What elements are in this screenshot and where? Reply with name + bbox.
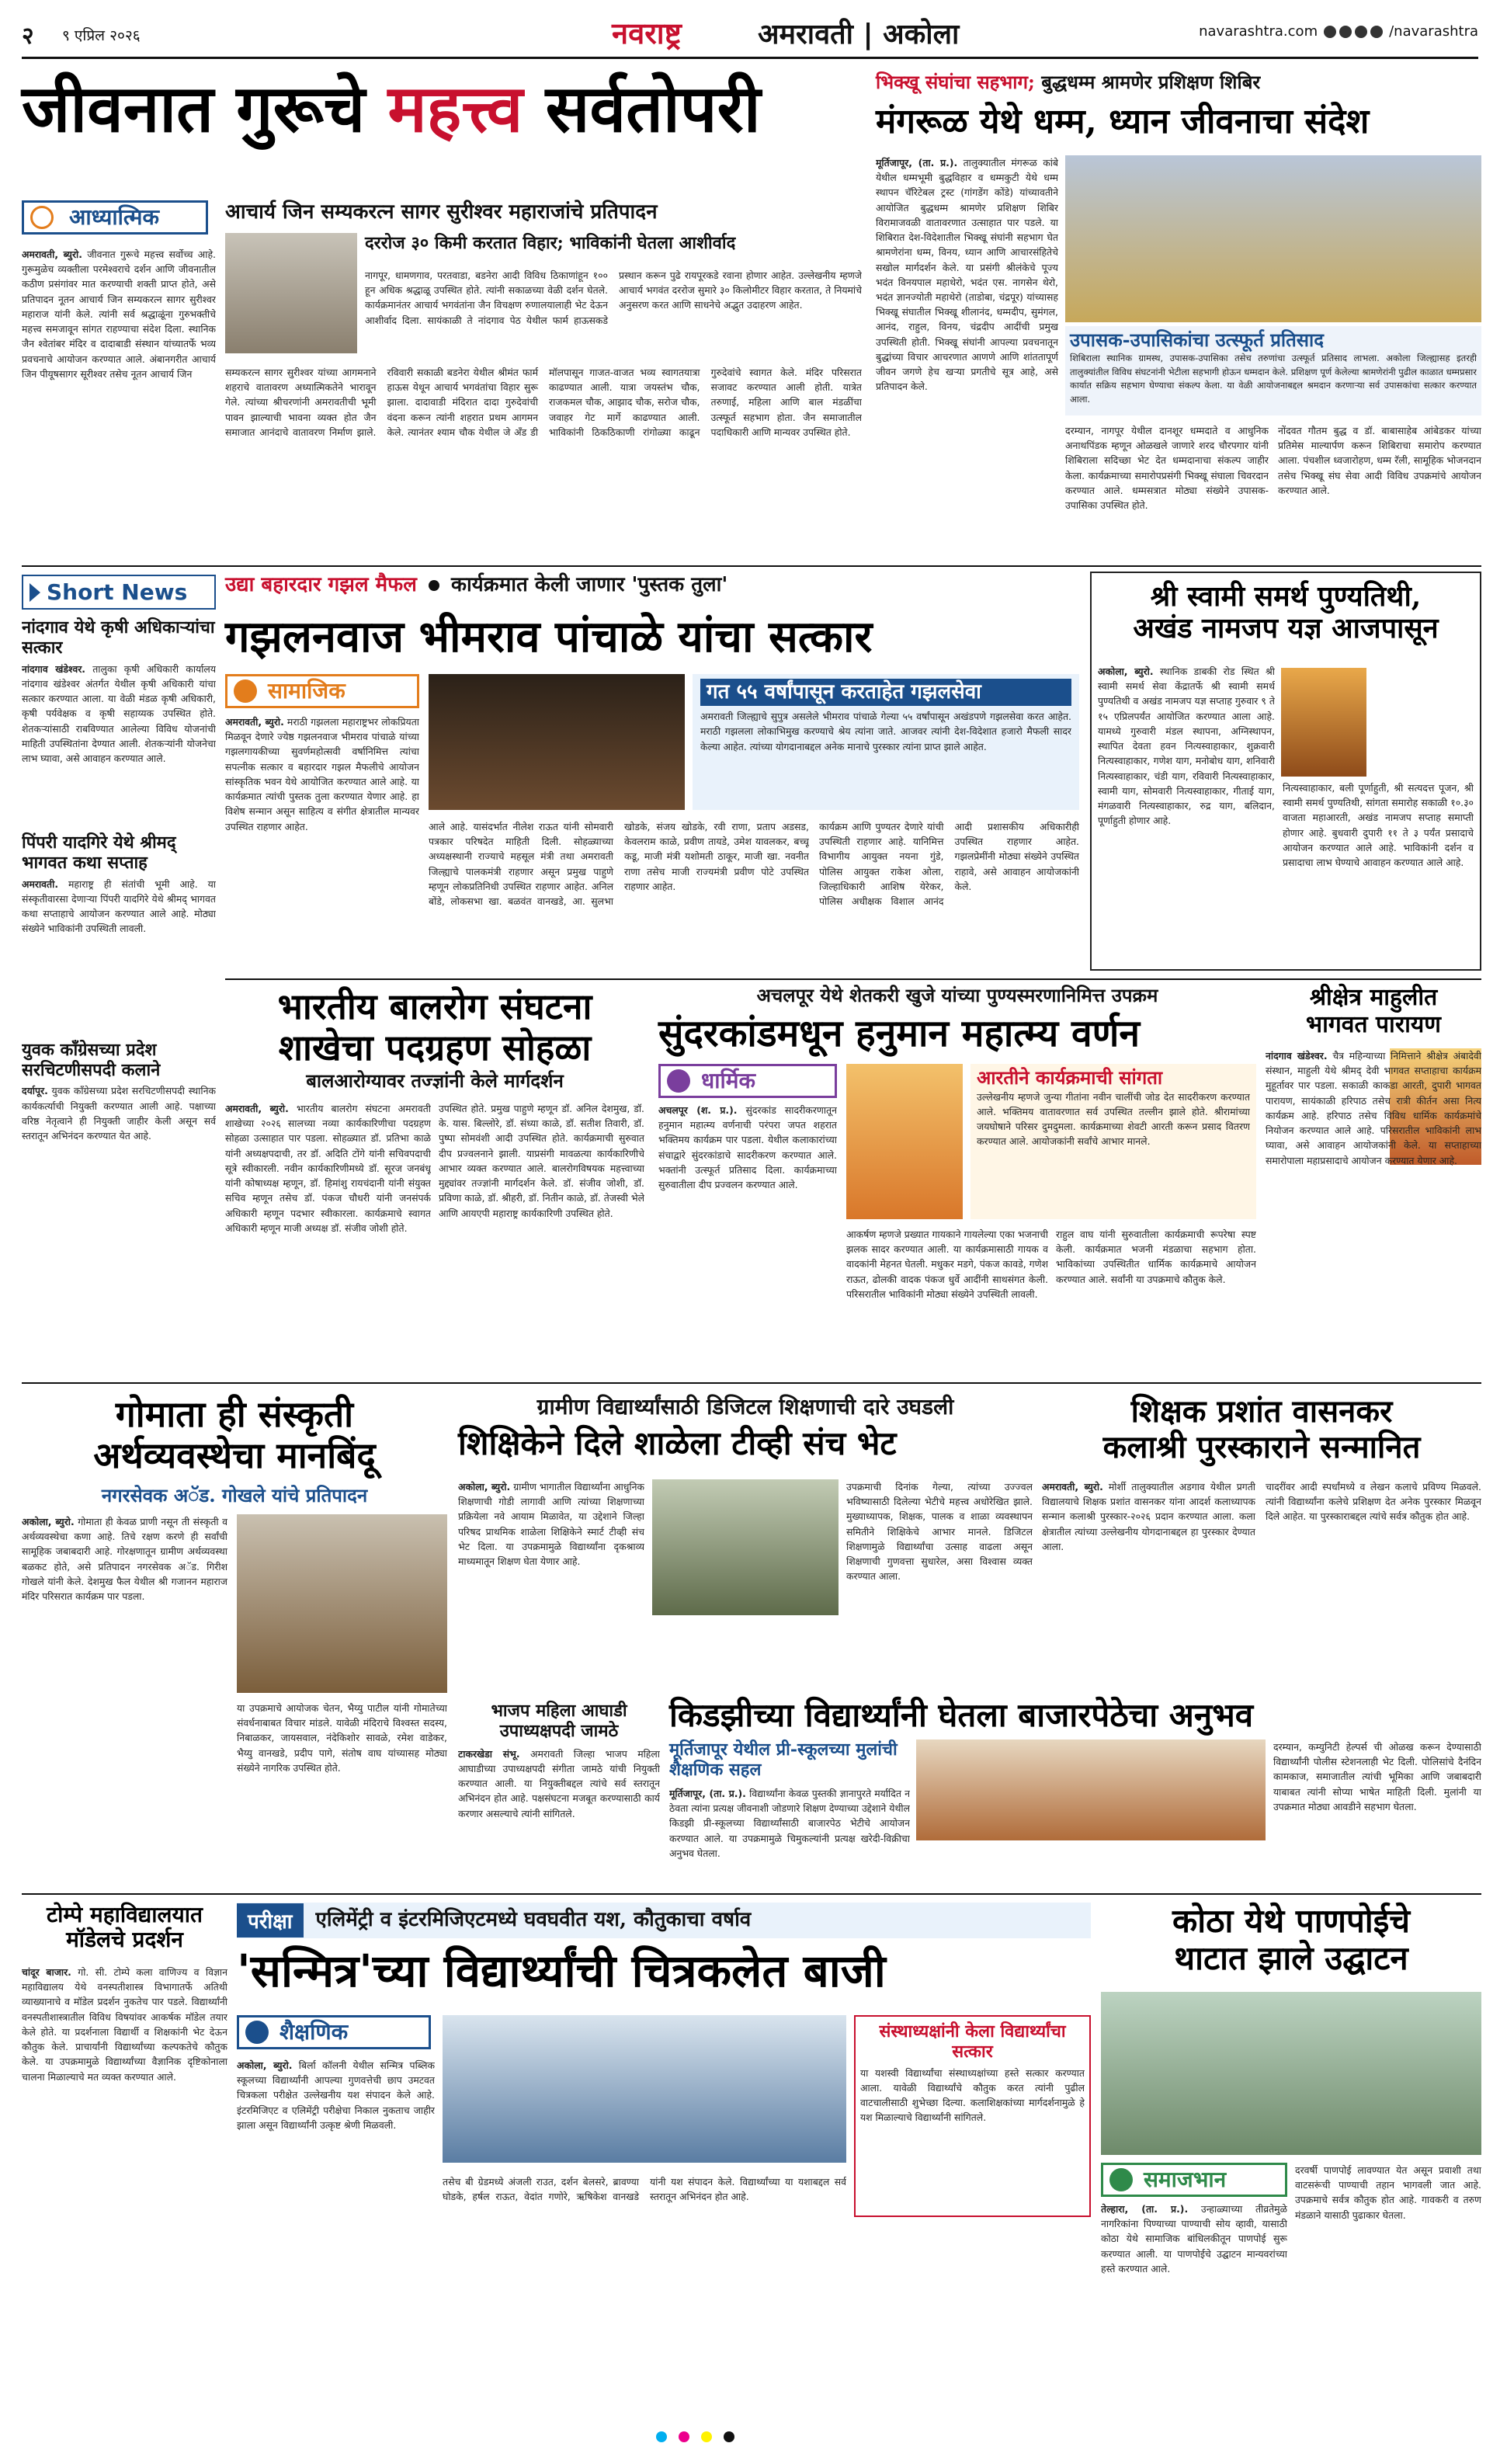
praying-hands-icon bbox=[667, 1069, 690, 1093]
a9-headline1: ग्रामीण विद्यार्थ्यांसाठी डिजिटल शिक्षणाची दारे उघडली bbox=[536, 1394, 954, 1420]
a5-headline-line1: भारतीय बालरोग संघटना bbox=[277, 985, 592, 1027]
a10-body1: मोर्शी तालुक्यातील अडगाव येथील प्रगती विद्यालयाचे शिक्षक प्रशांत वासनकर यांना आदर्श कलाध्यापक सन्मान कलाश्री पुरस्कार-२०२६ प्रदान करण्यात आला. कला क्षेत्रातील त्यांच्या उल्लेखनीय योगदानाबद्दल हा पुरस्कार देण्यात आला. bbox=[1042, 1481, 1255, 1552]
sn-item1-title: नांदगाव येथे कृषी अधिकाऱ्यांचा सत्कार bbox=[22, 617, 215, 659]
bullet-icon bbox=[429, 580, 439, 591]
social-icon bbox=[234, 679, 257, 703]
a3-box-body: अमरावती जिल्ह्याचे सुपुत्र असलेले भीमराव पांचाळे गेल्या ५५ वर्षांपासून अखंडपणे गझलसेवा करत आहेत. मराठी गझलला लोकाभिमुख करण्याचे श्रेय त्यांना जाते. आजवर त्यांनी देश-विदेशात हजारो मैफली सादर केल्या आहेत. त्यांच्या योगदानाबद्दल अनेक मानाचे पुरस्कार त्यांना प्राप्त झाले आहेत. bbox=[700, 711, 1071, 752]
a10-col2: चादरींवर आदी स्पर्धांमध्ये व लेखन कलाचे प्रविण्य मिळवले. त्यांनी विद्यार्थ्यांना कलेचे प्रशिक्षण देत अनेक पुरस्कार मिळवून दिले आहेत. या पुरस्काराबद्दल त्यांचे सर्वत्र कौतुक होत आहे. bbox=[1266, 1481, 1481, 1523]
a2-caption bbox=[1065, 326, 1481, 415]
color-register-marks bbox=[652, 2431, 738, 2445]
a1-tag bbox=[22, 200, 208, 235]
sn-item2-body bbox=[22, 877, 216, 1032]
masthead bbox=[22, 8, 1478, 59]
sn-item1-dateline: नांदगाव खंडेश्वर. bbox=[22, 662, 85, 675]
a6-kicker: अचलपूर येथे शेतकरी खुजे यांच्या पुण्यस्मरणानिमित्त उपक्रम bbox=[756, 984, 1158, 1006]
a9-headline2: शिक्षिकेने दिले शाळेला टीव्ही संच भेट bbox=[458, 1424, 897, 1462]
a9-col2: उपक्रमाची दिनांक गेल्या, त्यांच्या उज्ज्वल भविष्यासाठी दिलेल्या भेटीचे महत्त्व अधोरेखित झाले. मुख्याध्यापक, शिक्षक, पालक व शाळा व्यवस्थापन समितीने शिक्षिकेचे आभार मानले. डिजिटल शिक्षणामुळे विद्यार्थ्यांचा उत्साह वाढला असून शिक्षणाची गुणवत्ता सुधारेल, असा विश्वास व्यक्त करण्यात आला. bbox=[846, 1481, 1033, 1583]
a6-body1: सुंदरकांड सादरीकरणातून हनुमान महात्म्य वर्णनाची परंपरा जपत शहरात भक्तिमय कार्यक्रम पार पडला. येथील कलाकारांच्या संचाद्वारे सुंदरकांडाचे सादरीकरण करण्यात आले. भक्तांनी उत्स्फूर्त प्रतिसाद दिला. कार्यक्रमाच्या सुरुवातीला दीप प्रज्वलन करण्यात आले. bbox=[658, 1104, 837, 1191]
a14-col2: दरवर्षी पाणपोई लावण्यात येत असून प्रवाशी तथा वाटसरूंची पाण्याची तहान भागवली जात आहे. उपक्रमाचे सर्वत्र कौतुक होत आहे. गावकरी व तरुण मंडळाने यासाठी पुढाकार घेतला. bbox=[1295, 2164, 1481, 2221]
a11-photo bbox=[916, 1739, 1266, 1840]
a13-dateline: अकोला, ब्युरो. bbox=[237, 2059, 293, 2071]
a4-headline-line2: अखंड नामजप यज्ञ आजपासून bbox=[1133, 612, 1439, 645]
register-dot-black bbox=[724, 2431, 734, 2442]
sn-item3-dateline: दर्यापूर. bbox=[22, 1085, 48, 1097]
a2-caption-body: शिबिराला स्थानिक ग्रामस्थ, उपासक-उपासिका तसेच तरुणांचा उत्स्फूर्त प्रतिसाद लाभला. अकोला जिल्ह्यासह इतरही तालुक्यांतील विविध संघटनांनी भेटीला सहभागी होऊन धम्मदान केले. प्रशिक्षण पूर्ण केलेल्या श्रामणेरांनी पुढील काळात धम्मप्रसार कार्यात सक्रिय सहभाग घेण्याचा संकल्प केला. या वेळी आयोजनाबद्दल श्रमदान करणाऱ्या सर्व उपासकांचा सत्कार करण्यात आला. bbox=[1070, 352, 1477, 405]
a13-box-body: या यशस्वी विद्यार्थ्यांचा संस्थाध्यक्षांच्या हस्ते सत्कार करण्यात आला. यावेळी विद्यार्थ्यांचे कौतुक करत त्यांनी पुढील वाटचालीसाठी शुभेच्छा दिल्या. कलाशिक्षकांच्या मार्गदर्शनामुळे हे यश मिळाल्याचे विद्यार्थ्यांनी सांगितले. bbox=[860, 2066, 1085, 2124]
a7-headline bbox=[1266, 985, 1481, 1038]
a12-body bbox=[22, 1965, 227, 2403]
a6-col3: राहुल वाघ यांनी सुरुवातीला कार्यक्रमाची रूपरेषा स्पष्ट केली. कार्यक्रमात भजनी मंडळाचा सहभाग होता. भाविकांच्या उपस्थितीत धार्मिक कार्यक्रमाचे आयोजन करण्यात आले. सर्वांनी या उपक्रमाचे कौतुक केले. bbox=[1056, 1229, 1256, 1285]
a2-col2: दरम्यान, नागपूर येथील दानशूर धम्मदाते व आधुनिक अनाथपिंडक म्हणून ओळखले जाणारे शरद चौरपगार यांनी शिबिराला सदिच्छा भेट देत धम्मदानाचा संकल्प जाहीर केला. कार्यक्रमाच्या समारोपप्रसंगी भिक्खू संघाला चिवरदान करण्यात आले. धम्मसत्रात मोठ्या संख्येने उपासक-उपासिका उपस्थित होते. bbox=[1065, 425, 1269, 512]
a5-subhead: बालआरोग्यावर तज्ज्ञांनी केले मार्गदर्शन bbox=[306, 1069, 564, 1092]
a5-col1 bbox=[225, 1101, 431, 1373]
a13-tag bbox=[237, 2015, 431, 2049]
a10-headline-line2: कलाश्री पुरस्काराने सन्मानित bbox=[1102, 1429, 1421, 1465]
a14-col1 bbox=[1101, 2202, 1287, 2403]
sn-item3-text: युवक काँग्रेसच्या प्रदेश सरचिटणीसपदी स्थानिक कार्यकर्त्याची नियुक्ती करण्यात आली आहे. पक्षाच्या वरिष्ठ नेतृत्वाने ही नियुक्ती जाहीर केली असून सर्व स्तरातून अभिनंदन करण्यात येत आहे. bbox=[22, 1085, 216, 1142]
a6-photo bbox=[846, 1064, 963, 1219]
a3-dateline: अमरावती, ब्युरो. bbox=[225, 716, 284, 728]
a3-kicker bbox=[225, 573, 1079, 597]
short-news-header bbox=[22, 575, 216, 610]
divider bbox=[22, 1893, 1481, 1895]
register-dot-yellow bbox=[701, 2431, 712, 2442]
a14-headline bbox=[1101, 1903, 1481, 1978]
a11-body1: विद्यार्थ्यांना केवळ पुस्तकी ज्ञानापुरते मर्यादित न ठेवता त्यांना प्रत्यक्ष जीवनाशी जोडणारे शिक्षण देण्याच्या उद्देशाने येथील किडझी प्री-स्कूलच्या विद्यार्थ्यांसाठी बाजारपेठ भेटीचे आयोजन करण्यात आले. या उपक्रमामुळे चिमुकल्यांनी प्रत्यक्ष खरेदी-विक्रीचा अनुभव घेतला. bbox=[669, 1788, 910, 1859]
a9-photo bbox=[652, 1479, 839, 1615]
a4-col2: नित्यस्वाहाकार, बली पूर्णाहुती, श्री सत्यदत्त पूजन, श्री स्वामी समर्थ पुण्यतिथी, सांगता समारोह सकाळी १०.३० वाजता महाआरती, अखंड नामजप सप्ताह समाप्ती होणार आहे. बुधवारी दुपारी ११ ते ३ पर्यंत प्रसादाचे आयोजन करण्यात आले आहे. भाविकांनी दर्शन व प्रसादाचा लाभ घेण्याचे आवाहन करण्यात आले आहे. bbox=[1283, 782, 1474, 869]
instagram-icon[interactable] bbox=[1355, 26, 1367, 38]
a5-body1: भारतीय बालरोग संघटना अमरावती शाखेच्या २०२६ सालच्या नव्या कार्यकारिणीचा पदग्रहण सोहळा उत्साहात पार पडला. सोहळ्यात डॉ. प्रतिभा काळे यांनी अध्यक्षपदाची, तर डॉ. अदिति टोंगे यांनी सचिवपदाची सूत्रे स्वीकारली. नवीन कार्यकारिणीमध्ये डॉ. सूरज जनबंधू यांनी कोषाध्यक्ष म्हणून, डॉ. हिमांशु रायचंदानी यांनी संयुक्त सचिव म्हणून तसेच डॉ. पंकज चौधरी यांनी जनसंपर्क अधिकारी म्हणून पदभार स्वीकारला. कार्यक्रमाचे स्वागत अधिकारी म्हणून माजी अध्यक्ष डॉ. संजीव जोशी होते. bbox=[225, 1103, 431, 1234]
a8-headline-line2: अर्थव्यवस्थेचा मानबिंदू bbox=[93, 1434, 376, 1476]
short-news bbox=[22, 575, 216, 1266]
sn-item1-text: तालुका कृषी अधिकारी कार्यालय नांदगाव खंडेश्वर अंतर्गत येथील कृषी अधिकारी यांचा सत्कार करण्यात आला. या वेळी मंडळ कृषी अधिकारी, कृषी पर्यवेक्षक व कृषी सहाय्यक उपस्थित होते. शेतकऱ्यांसाठी राबविण्यात आलेल्या विविध योजनांची माहिती उपस्थितांना देण्यात आली. शेतकऱ्यांनी योजनेचा लाभ घ्यावा, असे आवाहन करण्यात आले. bbox=[22, 662, 216, 765]
a13-box-title: संस्थाध्यक्षांनी केला विद्यार्थ्यांचा सत्कार bbox=[879, 2021, 1066, 2063]
a2-col1 bbox=[876, 155, 1058, 404]
a12-headline-line1: टोम्पे महाविद्यालयात bbox=[47, 1902, 203, 1927]
a12-headline bbox=[22, 1903, 227, 1952]
edition-name: अमरावती | अकोला bbox=[758, 19, 960, 50]
social-handle[interactable]: /navarashtra bbox=[1389, 23, 1478, 40]
a8-headline-line1: गोमाता ही संस्कृती bbox=[115, 1393, 354, 1435]
a3-tag bbox=[225, 674, 419, 708]
youtube-icon[interactable] bbox=[1370, 26, 1383, 38]
a1-col2: नागपूर, धामणगाव, परतवाडा, बडनेरा आदी विविध ठिकाणांहून १०० हून अधिक श्रद्धाळू उपस्थित होते. त्यांनी सकाळच्या वेळी दर्शन घेतले. कार्यक्रमानंतर आचार्य भगवंतांना जैन विचक्षण रुणालयालाही भेट देऊन आशीर्वाद दिला. सायंकाळी ते नांदगाव पेठ येथील फार्म हाऊसकडे प्रस्थान करून पुढे रायपूरकडे रवाना होणार आहेत. उल्लेखनीय म्हणजे आचार्य भगवंत दररोज सुमारे ३० किलोमीटर विहार करतात, ते नियमांचे अनुसरण करत आणि साधनेचे अद्भुत उदाहरण आहेत. bbox=[365, 269, 862, 326]
a8-photo bbox=[237, 1514, 447, 1693]
a14-headline-line2: थाटात झाले उद्घाटन bbox=[1174, 1939, 1408, 1978]
a3-kicker-red: उद्या बहारदार गझल मैफल bbox=[225, 573, 417, 596]
a1-tag-label: आध्यात्मिक bbox=[69, 204, 160, 230]
a8-col1 bbox=[22, 1514, 227, 1887]
a6-tag-label: धार्मिक bbox=[701, 1068, 755, 1093]
a10-headline bbox=[1042, 1394, 1481, 1465]
a5-headline-line2: शाखेचा पदग्रहण सोहळा bbox=[278, 1026, 592, 1069]
a4-body1: स्थानिक डाबकी रोड स्थित श्री स्वामी समर्थ सेवा केंद्रातर्फे श्री स्वामी समर्थ पुण्यतिथी व अखंड नामजप यज्ञ सप्ताह गुरुवार ९ ते १५ एप्रिलपर्यंत आयोजित करण्यात आला आहे. यामध्ये गुरुवारी मंडल स्थापना, अग्निस्थापन, स्थापित देवता हवन नित्यस्वाहाकार, शुक्रवारी नित्यस्वाहाकार, गणेश याग, मनोबोध याग, शनिवारी नित्यस्वाहाकार, चंडी याग, रविवारी नित्यस्वाहाकार, स्वामी याग, सोमवारी नित्यस्वाहाकार, गीताई याग, मंगळवारी नित्यस्वाहाकार, रुद्र याग, बलिदान, पूर्णाहुती होणार आहे. bbox=[1098, 666, 1275, 827]
a8-body1: गोमाता ही केवळ प्राणी नसून ती संस्कृती व अर्थव्यवस्थेचा कणा आहे. तिचे रक्षण करणे ही सर्वांची सामूहिक जबाबदारी आहे. गोरक्षणातून ग्रामीण अर्थव्यवस्था बळकट होते, असे प्रतिपादन नगरसेवक अॅड. गिरीश गोखले यांनी केले. देशमुख फैल येथील श्री गजानन महाराज मंदिर परिसरात कार्यक्रम पार पडला. bbox=[22, 1516, 227, 1603]
a7-body-text: चैत्र महिन्याच्या निमित्ताने श्रीक्षेत्र अंबादेवी संस्थान, माहुली येथे श्रीमद् देवी भागवत सप्ताहाचा कार्यक्रम मुहूर्तावर पार पडला. सकाळी काकडा आरती, दुपारी भागवत पारायण, सायंकाळी हरिपाठ तसेच रात्री कीर्तन असा नित्य कार्यक्रम आहे. हरिपाठ तसेच विविध धार्मिक कार्यक्रमांचे नियोजन करण्यात आले आहे. परिसरातील भाविकांनी लाभ घ्यावा, असे आवाहन आयोजकांनी केले. या सप्ताहाच्या समारोपाला महाप्रसादाचे आयोजन करण्यात येणार आहे. bbox=[1266, 1050, 1481, 1166]
a1-headline-part1: जीवनात गुरूचे bbox=[22, 70, 366, 147]
a8-subhead: नगरसेवक अॅड. गोखले यांचे प्रतिपादन bbox=[101, 1484, 368, 1507]
page-date: ९ एप्रिल २०२६ bbox=[62, 27, 141, 44]
register-dot-cyan bbox=[656, 2431, 667, 2442]
a9-bjp-dateline: टाकरखेडा संभू. bbox=[458, 1747, 520, 1760]
a3-col1 bbox=[225, 714, 419, 971]
a3-photo bbox=[429, 674, 685, 810]
a3-headline: गझलनवाज भीमराव पांचाळे यांचा सत्कार bbox=[225, 611, 873, 662]
a10-dateline: अमरावती, ब्युरो. bbox=[1042, 1481, 1103, 1493]
a13-box bbox=[854, 2015, 1091, 2217]
a8-col2: या उपक्रमाचे आयोजक चेतन, भैय्यु पाटील यांनी गोमातेच्या संवर्धनाबाबत विचार मांडले. यावेळी मंदिराचे विश्वस्त सदस्य, निबाळकर, जायसवाल, नंदेकिशोर सावळे, रमेश वाडेकर, भैय्यु वानखडे, प्रदीप पागे, संतोष वाघ यांच्यासह मोठ्या संख्येने नागरिक उपस्थित होते. bbox=[237, 1702, 447, 1774]
a13-body1: बिर्ला कॉलनी येथील सन्मित्र पब्लिक स्कूलच्या विद्यार्थ्यांनी आपल्या गुणवत्तेची छाप उमटवत चित्रकला परीक्षेत उल्लेखनीय यश संपादन केले आहे. इंटरमिजिएट व एलिमेंट्री परीक्षेचा निकाल नुकताच जाहीर झाला असून विद्यार्थ्यांनी उत्कृष्ट श्रेणी मिळवली. bbox=[237, 2059, 435, 2131]
a12-headline-line2: मॉडेलचे प्रदर्शन bbox=[66, 1927, 183, 1953]
a13-photo bbox=[443, 2015, 846, 2163]
a14-tag-label: समाजभान bbox=[1144, 2167, 1227, 2192]
a12-dateline: चांदूर बाजार. bbox=[22, 1966, 71, 1978]
a4-headline-line1: श्री स्वामी समर्थ पुण्यतिथी, bbox=[1150, 580, 1422, 613]
a1-photo bbox=[225, 233, 357, 353]
a11-col2: दरम्यान, कम्युनिटी हेल्पर्स ची ओळख करून देण्यासाठी विद्यार्थ्यांनी पोलीस स्टेशनलाही भेट दिली. पोलिसांचे दैनंदिन कामकाज, समाजातील त्यांची भूमिका आणि जबाबदारी याबाबत त्यांनी सोप्या भाषेत माहिती दिली. मुलांनी या उपक्रमात मोठ्या आवडीने सहभाग घेतला. bbox=[1273, 1741, 1481, 1812]
sn-item3-body bbox=[22, 1083, 216, 1239]
a5-dateline: अमरावती, ब्युरो. bbox=[225, 1103, 289, 1114]
a10-col1 bbox=[1042, 1479, 1255, 1693]
a2-headline: मंगरूळ येथे धम्म, ध्यान जीवनाचा संदेश bbox=[876, 102, 1370, 141]
a13-kicker bbox=[237, 1903, 1091, 1938]
a2-kicker bbox=[876, 71, 1481, 94]
a10-headline-line1: शिक्षक प्रशांत वासनकर bbox=[1130, 1393, 1393, 1430]
a13-col2: तसेच बी ग्रेडमध्ये अंजली राउत, दर्शन बेलसरे, ब्रावण्या घोडके, हर्षल राऊत, वेदांत गणोरे, ऋषिकेश वानखडे यांनी यश संपादन केले. विद्यार्थ्यांच्या या यशाबद्दल सर्व स्तरातून अभिनंदन होत आहे. bbox=[443, 2176, 846, 2203]
a8-dateline: अकोला, ब्युरो. bbox=[22, 1516, 75, 1527]
a4-col1 bbox=[1098, 664, 1275, 963]
a13-tag-label: शैक्षणिक bbox=[280, 2019, 349, 2045]
a13-kicker-text: एलिमेंट्री व इंटरमिजिएटमध्ये घवघवीत यश, कौतुकाचा वर्षाव bbox=[315, 1908, 752, 1932]
education-icon bbox=[245, 2021, 269, 2044]
a7-headline-line2: भागवत पारायण bbox=[1306, 1010, 1441, 1038]
x-icon[interactable] bbox=[1339, 26, 1352, 38]
a1-col3: सम्यकरत्न सागर सुरीश्वर यांच्या आगमनाने शहराचे वातावरण अध्यात्मिकतेने भारावून गेले. त्यांच्या श्रीचरणांनी अमरावतीची भूमी पावन झाल्याची भावना व्यक्त होत जैन समाजात आनंदाचे वातावरण निर्माण झाले. रविवारी सकाळी बडनेरा येथील श्रीमंत फार्म हाऊस येथून आचार्य भगवंतांचा विहार सुरू झाला. दादावाडी मंदिरात दादा गुरुदेवांची वंदना करून त्यांनी शहरात प्रथम आगमन केले. त्यानंतर श्याम चौक येथील जे अँड डी मॉलपासून गाजत-वाजत भव्य स्वागतयात्रा काढण्यात आली. यात्रा जयस्तंभ चौक, राजकमल चौक, आझाद चौक, सरोज चौक, जवाहर गेट मार्गे काढण्यात आली. भाविकांनी ठिकठिकाणी रांगोळ्या काढून गुरुदेवांचे स्वागत केले. मंदिर परिसरात सजावट करण्यात आली होती. यात्रेत तरुणाई, महिला आणि बाल मंडळींचा उत्स्फूर्त सहभाग होता. जैन समाजातील पदाधिकारी आणि मान्यवर उपस्थित होते. bbox=[225, 367, 862, 438]
a5-col2: उपस्थित होते. प्रमुख पाहुणे म्हणून डॉ. अनिल देशमुख, डॉ. के. यास. बिल्लोरे, डॉ. संध्या काळे, डॉ. सतीश तिवारी, डॉ. पुष्पा सोमवंशी आदी उपस्थित होते. कार्यक्रमाची सुरुवात दीप प्रज्वलनाने झाली. याप्रसंगी मावळत्या कार्यकारिणीचे आभार व्यक्त करण्यात आले. बालरोगविषयक महत्त्वाच्या मुद्द्यांवर तज्ज्ञांनी मार्गदर्शन केले. डॉ. संजीव जोशी, डॉ. प्रविणा काळे, डॉ. श्रीहरी, डॉ. नितीन काळे, डॉ. तेजस्वी भेले आणि आयएपी महाराष्ट्र कार्यकारिणी उपस्थित होते. bbox=[439, 1103, 644, 1219]
sn-item3-title: युवक काँग्रेसच्या प्रदेश सरचिटणीसपदी कलाने bbox=[22, 1039, 161, 1080]
sn-item1-body bbox=[22, 662, 216, 825]
community-icon bbox=[1109, 2168, 1133, 2191]
a6-col2: आकर्षण म्हणजे प्रख्यात गायकाने गायलेल्या एका भजनाची झलक सादर करण्यात आली. या कार्यक्रमासाठी गायक व वादकांनी मेहनत घेतली. मधुकर मडगे, पंकज कावडे, गणेश राऊत, ढोलकी वादक पंकज धुर्वे आदींनी साथसंगत केली. परिसरातील भाविकांनी मोठ्या संख्येने उपस्थिती लावली. bbox=[846, 1229, 1048, 1300]
a1-headline bbox=[22, 71, 860, 147]
a3-box-title: गत ५५ वर्षांपासून करताहेत गझलसेवा bbox=[700, 679, 1071, 706]
a6-box bbox=[970, 1064, 1256, 1219]
a6-headline: सुंदरकांडमधून हनुमान महात्म्य वर्णन bbox=[658, 1012, 1140, 1055]
a7-body bbox=[1266, 1048, 1481, 1374]
a2-kicker-red: भिक्खू संघांचा सहभाग; bbox=[876, 71, 1035, 93]
a4-headline bbox=[1098, 581, 1474, 645]
a9-body1: ग्रामीण भागातील विद्यार्थ्यांना आधुनिक शिक्षणाची गोडी लागावी आणि त्यांच्या शिक्षणाच्या प्रक्रियेला नवे आयाम मिळावेत, या उद्देशाने जिल्हा परिषद प्राथमिक शाळेला शिक्षिकेने स्मार्ट टीव्ही संच भेट दिला. या उपक्रमामुळे विद्यार्थ्यांना दृकश्राव्य माध्यमातून शिक्षण घेता येणार आहे. bbox=[458, 1481, 644, 1568]
a2-caption-title: उपासक-उपासिकांचा उत्स्फूर्त प्रतिसाद bbox=[1070, 328, 1324, 351]
a13-kicker-tag: परीक्षा bbox=[237, 1903, 304, 1937]
register-dot-magenta bbox=[679, 2431, 689, 2442]
sn-item2-title: पिंपरी यादगिरे येथे श्रीमद् भागवत कथा सप्ताह bbox=[22, 832, 176, 874]
a3-kicker-main: कार्यक्रमात केली जाणार 'पुस्तक तुला' bbox=[450, 573, 728, 596]
a9-bjp-body bbox=[458, 1746, 660, 1878]
sn-item2-dateline: अमरावती. bbox=[22, 878, 59, 890]
a9-dateline: अकोला, ब्युरो. bbox=[458, 1481, 511, 1493]
a5-headline bbox=[225, 963, 644, 1069]
a4-dateline: अकोला, ब्युरो. bbox=[1098, 666, 1154, 677]
a1-inner-head: दररोज ३० किमी करतात विहार; भाविकांनी घेतला आशीर्वाद bbox=[365, 233, 736, 253]
a6-dateline: अचलपूर (श. प्र.). bbox=[658, 1104, 738, 1116]
a6-box-title: आरतीने कार्यक्रमाची सांगता bbox=[977, 1066, 1163, 1089]
a3-col3: कार्यक्रम आणि पुण्यतर देणारे यांची उपस्थिती राहणार आहे. यानिमित्त विभागीय आयुक्त नयना गुंडे, पोलिस आयुक्त राकेश ओला, जिल्हाधिकारी आशिष येरेकर, पोलिस अधीक्षक विशाल आनंद आदी प्रशासकीय अधिकारीही उपस्थित राहणार आहेत. गझलप्रेमींनी मोठ्या संख्येने उपस्थित राहावे, असे आवाहन आयोजकांनी केले. bbox=[819, 821, 1079, 908]
a14-dateline: तेल्हारा, (ता. प्र.). bbox=[1101, 2203, 1189, 2215]
a9-bjp-text: अमरावती जिल्हा भाजप महिला आघाडीच्या उपाध्यक्षपदी संगीता जामठे यांची नियुक्ती करण्यात आली. या नियुक्तीबद्दल त्यांचे सर्व स्तरातून अभिनंदन होत आहे. पक्षसंघटना मजबूत करण्यासाठी कार्य करणार असल्याचे त्यांनी सांगितले. bbox=[458, 1747, 660, 1819]
a4-photo bbox=[1281, 668, 1366, 777]
a14-tag bbox=[1101, 2163, 1287, 2197]
a2-body1: तालुक्यातील मंगरूळ कांबे येथील धम्मभूमी बुद्धविहार व धम्मकुटी येथे धम्म स्थापन चॅरिटेबल ट्रस्ट (गांगडेंग कोंडे) यांच्यावतीने आयोजित बुद्धधम्म श्रामणेर प्रशिक्षण शिबिर विरामाजवळी वातावरणात उत्साहात पार पडले. या शिबिरात देश-विदेशातील भिक्खू संघांनी सहभाग घेत श्रामणेरांना धम्म, विनय, ध्यान आणि आचारसंहितेचे सखोल मार्गदर्शन केले. या प्रसंगी श्रीलंकेचे पूज्य भदंत विनयपाल महाथेरो, भदंत एस. नागसेन थेरो, भदंत ज्ञानज्योती महाथेरो (ताडोबा, चंद्रपूर) यांच्यासह भिक्खू संघातील भिक्खू शीलानंद, धम्मदीप, सुमंगल, आनंद, राहुल, विनय, चंद्रदीप आदींची प्रमुख उपस्थिती होती. भिक्खू संघांनी आपल्या प्रवचनातून बुद्धांच्या विचार आचरणात आणणे आणि शांततापूर्ण जीवन जगणे हेच खऱ्या प्रगतीचे सूत्र आहे, असे प्रतिपादन केले. bbox=[876, 157, 1058, 393]
a9-col1 bbox=[458, 1479, 644, 1689]
a6-col1 bbox=[658, 1103, 837, 1374]
a7-dateline: नांदगाव खंडेश्वर. bbox=[1266, 1050, 1328, 1062]
facebook-icon[interactable] bbox=[1324, 26, 1336, 38]
spiritual-icon bbox=[30, 206, 54, 229]
a3-tag-label: सामाजिक bbox=[268, 678, 345, 704]
divider bbox=[22, 565, 1481, 567]
short-news-title: Short News bbox=[47, 579, 188, 605]
a3-box bbox=[693, 674, 1079, 810]
a11-headline: किडझीच्या विद्यार्थ्यांनी घेतला बाजारपेठेचा अनुभव bbox=[669, 1696, 1254, 1734]
a1-body1: जीवनात गुरूचे महत्त्व सर्वोच्च आहे. गुरूमुळेच व्यक्तीला परमेश्वराचे दर्शन आणि जीवनातील कठीण प्रसंगांवर मात करण्याची शक्ती प्राप्त होते, असे प्रतिपादन नूतन आचार्य जिन सम्यकरत्न सागर सुरीश्वर महाराज यांनी केले. त्यांनी सर्व श्रद्धाळूंना गुरुभक्तीचे महत्त्व समजावून सांगत राहण्याचा संदेश दिला. स्थानिक जैन श्वेतांबर मंदिर व दादाबाडी संस्थान यांच्यातर्फे भव्य प्रवचनाचे आयोजन करण्यात आले. अंबानगरीत आचार्य जिन पीयूषसागर सूरीश्वर तसेच नूतन आचार्य जिन bbox=[22, 248, 216, 380]
arrow-icon bbox=[30, 583, 40, 602]
a3-body1: मराठी गझलला महाराष्ट्रभर लोकप्रियता मिळवून देणारे ज्येष्ठ गझलनवाज भीमराव पांचाळे यांच्या गझलगायकीच्या सुवर्णमहोत्सवी वर्षानिमित्त त्यांचा सपत्नीक सत्कार व बहारदार गझल मैफलीचे आयोजन सांस्कृतिक भवन येथे आयोजित करण्यात आले आहे. या कार्यक्रमात त्यांची पुस्तक तुला करण्यात येणार आहे. हा विशेष सन्मान असून साहित्य व संगीत क्षेत्रातील मान्यवर उपस्थित राहणार आहेत. bbox=[225, 716, 419, 832]
a11-dateline: मूर्तिजापूर, (ता. प्र.). bbox=[669, 1788, 746, 1799]
page-number: २ bbox=[22, 23, 34, 50]
a8-headline bbox=[22, 1394, 447, 1476]
newspaper-logo: नवराष्ट्र bbox=[612, 16, 682, 50]
website-link[interactable]: navarashtra.com bbox=[1199, 23, 1318, 40]
a2-dateline: मूर्तिजापूर, (ता. प्र.). bbox=[876, 157, 958, 169]
sn-item2-text: महाराष्ट्र ही संतांची भूमी आहे. या संस्कृतीवारसा देणाऱ्या पिंपरी यादगिरे येथे श्रीमद् भागवत कथा सप्ताहाचे आयोजन करण्यात आले आहे. मोठ्या संख्येने भाविकांनी उपस्थिती लावली. bbox=[22, 878, 216, 935]
a9-bjp-title: भाजप महिला आघाडी उपाध्यक्षपदी जामठे bbox=[491, 1701, 627, 1742]
a13-headline: 'सन्मित्र'च्या विद्यार्थ्यांची चित्रकलेत बाजी bbox=[237, 1944, 886, 1997]
a14-body1: उन्हाळ्याच्या तीव्रतेमुळे नागरिकांना पिण्याच्या पाण्याची सोय व्हावी, यासाठी कोठा येथे सामाजिक बांधिलकीतून पाणपोई सुरू करण्यात आली. या पाणपोईचे उद्घाटन मान्यवरांच्या हस्ते करण्यात आले. bbox=[1101, 2203, 1287, 2275]
a1-col1 bbox=[22, 247, 216, 558]
a11-col1 bbox=[669, 1786, 910, 1887]
a2-photo bbox=[1065, 155, 1481, 322]
website[interactable] bbox=[1199, 23, 1478, 40]
social-icons bbox=[1324, 26, 1383, 38]
a1-dateline: अमरावती, ब्युरो. bbox=[22, 248, 82, 260]
a2-kicker-main: बुद्धधम्म श्रामणेर प्रशिक्षण शिबिर bbox=[1041, 71, 1261, 93]
divider bbox=[22, 1382, 1481, 1384]
a3-col2: आले आहे. यासंदर्भात नीलेश राऊत यांनी सोमवारी पत्रकार परिषदेत माहिती दिली. सोहळ्याच्या अध्यक्षस्थानी राज्याचे महसूल मंत्री तथा अमरावती जिल्ह्याचे पालकमंत्री राहणार असून प्रमुख पाहुणे म्हणून लोकप्रतिनिधी उपस्थित राहणार आहेत. अनिल बोंडे, लोकसभा खा. बळवंत वानखडे, आ. सुलभा खोडके, संजय खोडके, रवी राणा, प्रताप अडसड, केवलराम काळे, प्रवीण तायडे, उमेश यावलकर, बच्चू कडू, माजी मंत्री यशोमती ठाकूर, माजी खा. नवनीत राणा तसेच माजी राज्यमंत्री प्रवीण पोटे उपस्थित राहणार आहेत. bbox=[429, 821, 809, 908]
a6-box-body: उल्लेखनीय म्हणजे जुन्या गीतांना नवीन चालींची जोड देत सादरीकरण करण्यात आले. भक्तिमय वातावरणात सर्व उपस्थित तल्लीन झाले होते. श्रीरामांच्या जयघोषाने परिसर दुमदुमला. कार्यक्रमाच्या शेवटी आरती करून प्रसाद वितरण करण्यात आले. आयोजकांनी सर्वांचे आभार मानले. bbox=[977, 1090, 1250, 1148]
a1-headline-part3: सर्वतोपरी bbox=[545, 70, 761, 147]
a7-headline-line1: श्रीक्षेत्र माहुलीत bbox=[1309, 984, 1438, 1011]
a12-body-text: गो. सी. टोम्पे कला वाणिज्य व विज्ञान महाविद्यालय येथे वनस्पतीशास्त्र विभागातर्फे अतिथी व्याख्यानाचे व मॉडेल प्रदर्शन नुकतेच पार पडले. विद्यार्थ्यांनी वनस्पतीशास्त्रातील विविध विषयांवर आकर्षक मॉडेल तयार केले होते. या प्रदर्शनाला विद्यार्थी व शिक्षकांनी भेट देऊन कौतुक केले. प्राचार्यांनी विद्यार्थ्यांच्या कल्पकतेचे कौतुक केले. या उपक्रमामुळे विद्यार्थ्यांच्या वैज्ञानिक दृष्टिकोनाला चालना मिळाल्याचे मत व्यक्त करण्यात आले. bbox=[22, 1966, 227, 2083]
a2-col3: नोंदवत गौतम बुद्ध व डॉ. बाबासाहेब आंबेडकर यांच्या प्रतिमेस माल्यार्पण करून शिबिराचा समारोप करण्यात आला. पंचशील ध्वजारोहण, धम्म रॅली, सामूहिक भोजनदान तसेच भिक्खू संघ सेवा आदी विविध उपक्रमांचे आयोजन करण्यात आले. bbox=[1278, 425, 1481, 496]
a1-headline-part2: महत्त्व bbox=[387, 70, 523, 147]
a9-bjp-box bbox=[458, 1701, 660, 1887]
a6-tag bbox=[658, 1064, 837, 1098]
a1-subhead: आचार्य जिन सम्यकरत्न सागर सुरीश्वर महाराजांचे प्रतिपादन bbox=[225, 200, 658, 224]
a14-photo bbox=[1101, 1992, 1481, 2155]
a11-subhead: मूर्तिजापूर येथील प्री-स्कूलच्या मुलांची शैक्षणिक सहल bbox=[669, 1739, 898, 1781]
a13-col1 bbox=[237, 2058, 435, 2403]
a14-headline-line1: कोठा येथे पाणपोईचे bbox=[1172, 1902, 1410, 1940]
